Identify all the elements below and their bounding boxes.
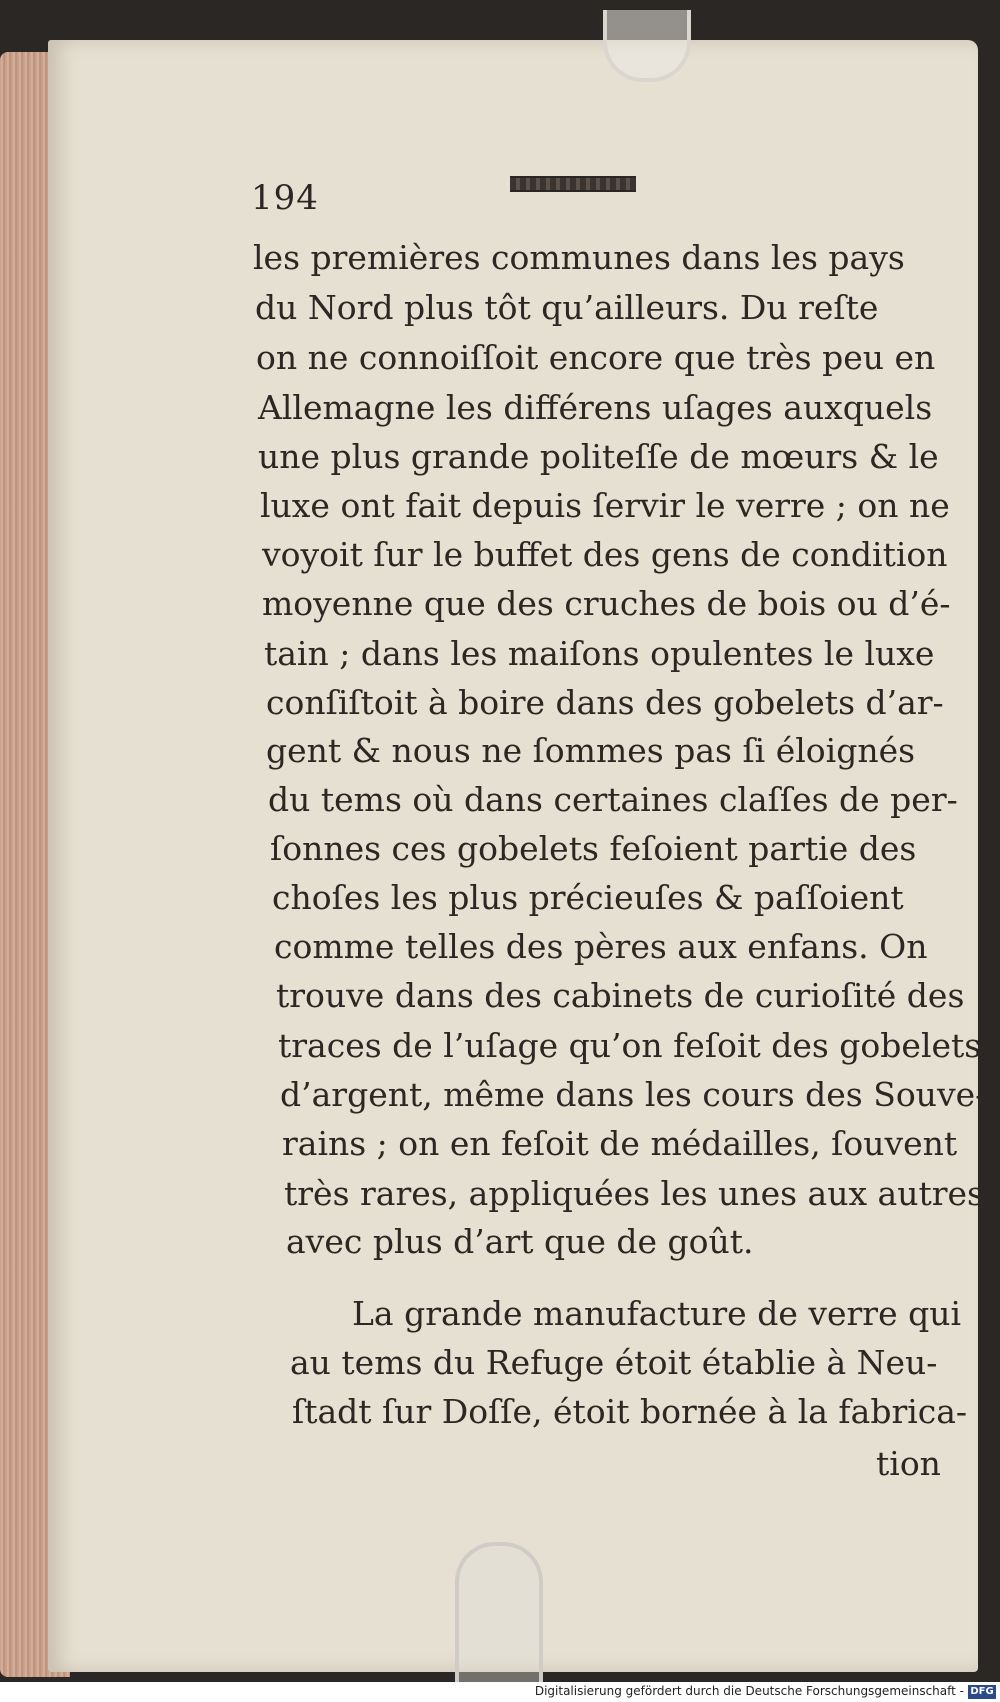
text-line: choſes les plus précieuſes & paſſoient <box>272 878 904 917</box>
text-line: ſonnes ces gobelets feſoient partie des <box>270 829 917 868</box>
text-line: comme telles des pères aux enfans. On <box>274 927 928 966</box>
text-line: les premières communes dans les pays <box>253 238 905 277</box>
text-line: conſiſtoit à boire dans des gobelets d’ar- <box>266 683 944 722</box>
header-ornament <box>510 176 636 192</box>
page-number: 194 <box>251 178 319 218</box>
page-clip-bottom <box>455 1542 543 1686</box>
text-line: du Nord plus tôt qu’ailleurs. Du reſte <box>255 288 879 327</box>
catchword: tion <box>876 1444 941 1483</box>
text-line: du tems où dans certaines claſſes de per- <box>268 780 958 819</box>
text-line: au tems du Refuge étoit établie à Neu- <box>290 1343 938 1382</box>
text-line: voyoit ſur le buffet des gens de condition <box>262 535 948 574</box>
page-clip-top <box>603 10 691 82</box>
text-line: on ne connoiſſoit encore que très peu en <box>256 338 936 377</box>
text-line: très rares, appliquées les unes aux autres, <box>284 1174 995 1213</box>
text-line: Allemagne les différens uſages auxquels <box>258 388 933 427</box>
digitization-footer <box>0 1682 1000 1702</box>
paragraph-start-line: La grande manufacture de verre qui <box>352 1294 962 1333</box>
footer-credit-text: Digitalisierung gefördert durch die Deutsche Forschungsgemeinschaft - <box>534 1684 964 1698</box>
text-line: moyenne que des cruches de bois ou d’é- <box>262 584 951 623</box>
text-line: ſtadt ſur Doſſe, étoit bornée à la fabrica- <box>292 1392 968 1431</box>
text-line: rains ; on en feſoit de médailles, ſouvent <box>282 1124 958 1163</box>
text-line: une plus grande politeſſe de mœurs & le <box>258 437 939 476</box>
text-line: trouve dans des cabinets de curioſité des <box>276 976 965 1015</box>
text-line: luxe ont fait depuis ſervir le verre ; on ne <box>260 486 950 525</box>
text-line: avec plus d’art que de goût. <box>286 1222 754 1261</box>
text-line: traces de l’uſage qu’on feſoit des gobelets <box>278 1026 982 1065</box>
text-line: gent & nous ne ſommes pas ſi éloignés <box>266 731 916 770</box>
text-line: tain ; dans les maiſons opulentes le luxe <box>264 634 935 673</box>
text-line: d’argent, même dans les cours des Souve- <box>280 1075 987 1114</box>
dfg-logo: DFG <box>968 1685 996 1699</box>
